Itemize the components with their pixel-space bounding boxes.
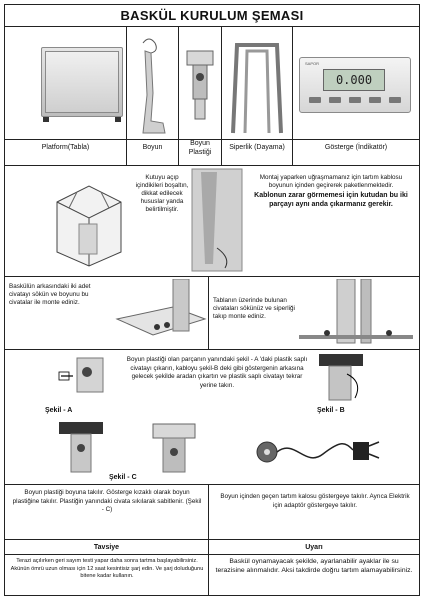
step-neck-text: Baskülün arkasındaki iki adet civatayı sökün ve boyunu bu civatalar ile monte ediniz. — [9, 283, 91, 306]
guard-image — [227, 41, 287, 137]
step-unbox-right-warning: Kablonun zarar görmemesi için kutudan bu iki parçayı aynı anda çıkarmanız gerekir. — [254, 192, 408, 208]
neck-in-box-image — [191, 168, 243, 272]
step-unbox-left-text: Kutuyu açıp içindikileri boşaltın, dikkat edilecek hususlar yanda belirtilmiştir. — [135, 174, 189, 213]
figure-c-image-1 — [53, 418, 109, 474]
neck-mount-image — [113, 279, 207, 347]
advice-heading: Tavsiye — [93, 544, 120, 551]
footer — [5, 540, 419, 596]
step-guard-text: Tablanın üzerinde bulunan civataları sökünüz ve siperliği takıp monte ediniz. — [213, 297, 295, 320]
installation-sheet — [4, 4, 420, 596]
step-cable-text: Boyun plastiği olan parçanın yanındaki şekil - A 'daki plastik saplı civatayı çıkarın, kabloyu şekil-B deki gibi göstergenin arkasına gelecek şekilde aradan çıkartın ve plastik saplı civatayı tekrar yerine takın. — [126, 356, 308, 389]
step-unbox-right-text — [249, 174, 413, 209]
step-cable-adapter-text: Boyun içinden geçen tartım kalosu göstergeye takılır. Ayrıca Elektrik için adaptör göstergeye takılır. — [220, 493, 410, 509]
page-title: BASKÜL KURULUM ŞEMASI — [5, 5, 419, 27]
indicator-display: 0.000 — [323, 69, 385, 91]
part-label-indicator: Gösterge (İndikatör) — [324, 144, 388, 151]
step-unbox-right-note: Montaj yaparken uğraşmamanız için tartım kablosu boyunun içinden geçirerek paketlenmektedir. — [259, 174, 403, 189]
advice-text: Terazi açılırken geri sayım testi yapar daha sonra tartma başlayabilirsiniz. Akünün ömrü uzun olması için 12 saat kesintisiz şarj edin. Ve şarj doluduğunu bitene kadar kullanın. — [10, 558, 204, 579]
adapter-cable-image — [245, 428, 385, 474]
neck-plastic-image — [181, 47, 219, 137]
figure-c-row — [5, 418, 419, 484]
part-label-neck: Boyun — [142, 144, 163, 151]
warning-text: Baskül oynamayacak şekilde, ayarlanabilir ayaklar ile su terazisine alınmalıdır. Aksi takdirde doğru tartım alamayabilirsiniz. — [215, 558, 413, 574]
figure-c-label: Şekil - C — [109, 474, 137, 481]
step-cable-routing — [5, 350, 419, 418]
step-unbox — [5, 166, 419, 276]
figure-a-label: Şekil - A — [45, 407, 73, 414]
indicator-brand: SAPOR — [305, 61, 320, 66]
box-image — [49, 172, 129, 268]
part-label-platform: Platform(Tabla) — [41, 144, 90, 151]
neck-image — [129, 33, 175, 137]
indicator-keys — [309, 97, 401, 105]
figure-b-image — [313, 352, 367, 406]
figure-a-image — [57, 354, 117, 402]
part-label-neck-plastic: Boyun Plastiği — [188, 140, 212, 156]
step-mount-indicator — [5, 485, 419, 539]
warning-heading: Uyarı — [305, 544, 323, 551]
figure-b-label: Şekil - B — [317, 407, 345, 414]
part-label-guard: Siperlik (Dayama) — [229, 144, 285, 151]
parts-row — [5, 27, 419, 165]
step-indicator-text: Boyun plastiği boyuna takılır. Gösterge kızaklı olarak boyun plastiğine takılır. Plastiğin yanındaki civata sıkılarak sabitlenir. (Şekil - C) — [12, 489, 202, 513]
step-assemble-neck — [5, 277, 419, 349]
guard-mount-image — [297, 279, 415, 347]
figure-c-image-2 — [149, 418, 199, 474]
